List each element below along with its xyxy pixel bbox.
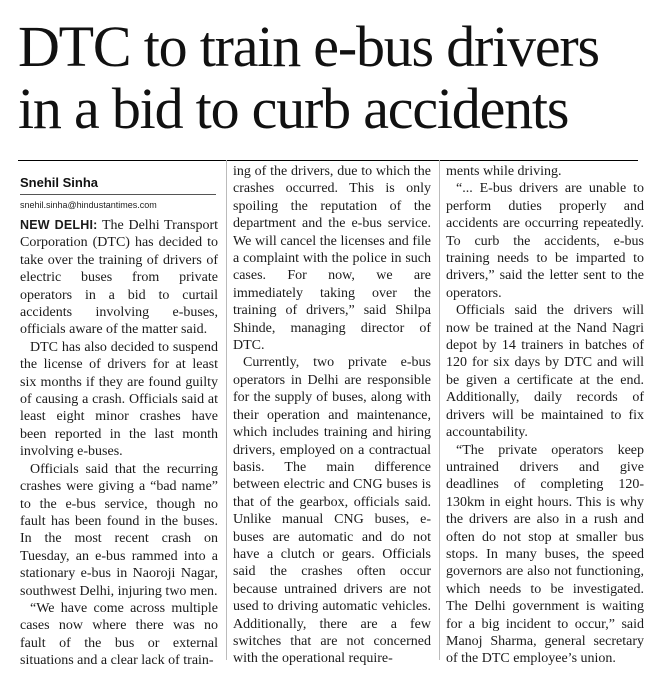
article-column-3 bbox=[446, 163, 644, 668]
paragraph: DTC has also decided to suspend the license of drivers for at least six months if they are found guilty of causing a crash. Officials said at least eight minor crashes have been reported in the last month involving e-buses. bbox=[20, 339, 218, 460]
byline-divider bbox=[20, 194, 216, 195]
paragraph: Officials said that the recurring crashes were giving a “bad name” to the e-bus service, though no fault has been found in the buses. In the most recent crash on Tuesday, an e-bus rammed into a stationary e-bus in Naoroji Nagar, southwest Delhi, injuring two men. bbox=[20, 461, 218, 599]
headline-divider bbox=[18, 160, 638, 161]
paragraph: “The private operators keep untrained drivers and give deadlines of completing 120-130km in eight hours. This is why the drivers are also in a rush and often do not stop at smaller bus stops. In many buses, the speed governors are also not functioning, which needs to be investigated. The Delhi government is waiting for a big incident to occur,” said Manoj Sharma, general secretary of the DTC employee’s union. bbox=[446, 442, 644, 667]
article-column-2 bbox=[233, 163, 431, 668]
byline-email: snehil.sinha@hindustantimes.com bbox=[20, 200, 157, 210]
article-column-1 bbox=[20, 217, 218, 670]
paragraph: “... E-bus drivers are unable to perform duties properly and accidents are occurring repeatedly. To curb the accidents, e-bus training needs to be imparted to drivers,” said the letter sent to the operators. bbox=[446, 181, 644, 301]
paragraph: Currently, two private e-bus operators in Delhi are responsible for the supply of buses, along with their operation and maintenance, which includes training and hiring drivers, employed on a contractual basis. The main difference between electric and CNG buses is that of the gearbox, officials said. Unlike manual CNG buses, e-buses are automatic and do not have a clutch or gears. Officials said the crashes often occur because untrained drivers are not used to driving automatic vehicles. Additionally, there are a few switches that are not concerned with the operational require- bbox=[233, 355, 431, 667]
headline: DTC to train e-bus drivers in a bid to curb accidents bbox=[18, 14, 599, 141]
dateline: NEW DELHI: bbox=[20, 218, 98, 232]
paragraph: ments while driving. bbox=[446, 164, 562, 179]
paragraph: “We have come across multiple cases now where there was no fault of the bus or external situations and a clear lack of train- bbox=[20, 600, 218, 669]
paragraph: Officials said the drivers will now be trained at the Nand Nagri depot by 14 trainers in batches of 120 for six days by DTC and will be given a certificate at the end. Additionally, daily records of drivers will be maintained to fix accountability. bbox=[446, 303, 644, 441]
column-divider bbox=[439, 160, 440, 660]
paragraph: ing of the drivers, due to which the crashes occurred. This is only spoiling the reputation of the department and the e-bus service. We will cancel the licenses and file a complaint with the police in such cases. For now, we are immediately taking over the training of drivers,” said Shilpa Shinde, managing director of DTC. bbox=[233, 164, 431, 354]
paragraph bbox=[20, 217, 218, 339]
paragraph-text: The Delhi Transport Corporation (DTC) has decided to take over the training of drivers of electric buses from private operators in a bid to curtail accidents involving e-buses, officials aware of the matter said. bbox=[20, 218, 218, 338]
column-divider bbox=[226, 160, 227, 660]
byline-author: Snehil Sinha bbox=[20, 175, 99, 190]
